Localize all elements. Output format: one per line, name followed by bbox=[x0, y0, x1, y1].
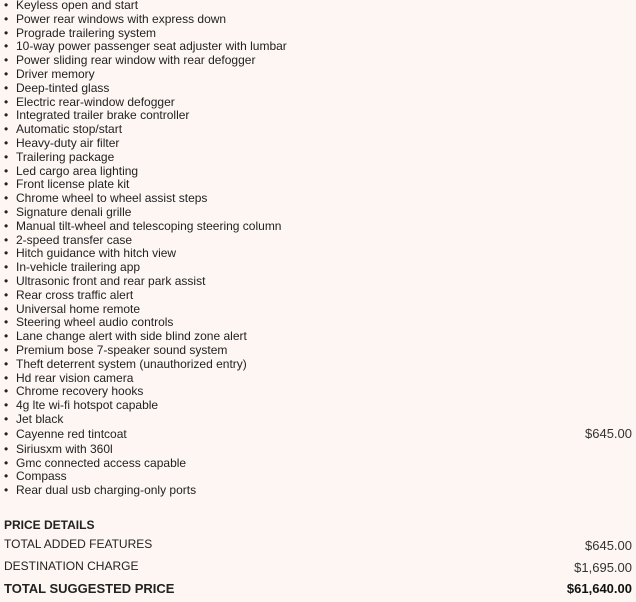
bullet-icon: • bbox=[4, 204, 9, 219]
feature-label: Front license plate kit bbox=[16, 177, 130, 192]
feature-label: Hd rear vision camera bbox=[16, 370, 134, 385]
feature-label: Rear cross traffic alert bbox=[16, 287, 134, 302]
bullet-icon: • bbox=[4, 342, 9, 357]
feature-item bbox=[4, 247, 634, 261]
feature-label: Cayenne red tintcoat bbox=[16, 426, 127, 441]
feature-label: Gmc connected access capable bbox=[16, 455, 187, 470]
bullet-icon: • bbox=[4, 94, 9, 109]
bullet-icon: • bbox=[4, 135, 9, 150]
feature-label: Trailering package bbox=[16, 149, 115, 164]
bullet-icon: • bbox=[4, 66, 9, 81]
feature-item bbox=[4, 413, 634, 427]
feature-item bbox=[4, 457, 634, 471]
bullet-icon: • bbox=[4, 122, 9, 137]
feature-item bbox=[4, 40, 634, 54]
bullet-icon: • bbox=[4, 287, 9, 302]
bullet-icon: • bbox=[4, 232, 9, 247]
bullet-icon: • bbox=[4, 11, 9, 26]
feature-item bbox=[4, 484, 634, 498]
destination-charge-label: DESTINATION CHARGE bbox=[4, 559, 139, 573]
feature-label: Power rear windows with express down bbox=[16, 11, 227, 26]
feature-label: 2-speed transfer case bbox=[16, 232, 133, 247]
feature-label: Prograde trailering system bbox=[16, 25, 157, 40]
feature-label: Premium bose 7-speaker sound system bbox=[16, 342, 228, 357]
feature-item bbox=[4, 399, 634, 413]
total-added-features-row bbox=[4, 533, 632, 555]
feature-price: $645.00 bbox=[585, 425, 632, 441]
feature-label: Jet black bbox=[16, 411, 64, 426]
feature-label: Led cargo area lighting bbox=[16, 163, 139, 178]
feature-label: Signature denali grille bbox=[16, 204, 132, 219]
bullet-icon: • bbox=[4, 273, 9, 288]
feature-item bbox=[4, 358, 634, 372]
feature-label: Chrome wheel to wheel assist steps bbox=[16, 191, 208, 206]
feature-item bbox=[4, 372, 634, 386]
feature-item bbox=[4, 178, 634, 192]
feature-list bbox=[4, 0, 634, 498]
feature-label: Heavy-duty air filter bbox=[16, 135, 120, 150]
feature-label: Automatic stop/start bbox=[16, 122, 123, 137]
destination-charge-row bbox=[4, 555, 632, 577]
feature-label: Steering wheel audio controls bbox=[16, 315, 174, 330]
price-details-section bbox=[4, 517, 632, 601]
feature-item bbox=[4, 344, 634, 358]
feature-label: Rear dual usb charging-only ports bbox=[16, 483, 197, 498]
feature-item bbox=[4, 13, 634, 27]
bullet-icon: • bbox=[4, 218, 9, 233]
price-details-title: PRICE DETAILS bbox=[4, 518, 95, 532]
bullet-icon: • bbox=[4, 469, 9, 484]
feature-item bbox=[4, 330, 634, 344]
feature-label: 4g lte wi-fi hotspot capable bbox=[16, 398, 159, 413]
feature-item bbox=[4, 303, 634, 317]
bullet-icon: • bbox=[4, 426, 9, 441]
feature-item bbox=[4, 27, 634, 41]
total-added-features-label: TOTAL ADDED FEATURES bbox=[4, 537, 153, 551]
bullet-icon: • bbox=[4, 108, 9, 123]
feature-label: Electric rear-window defogger bbox=[16, 94, 175, 109]
bullet-icon: • bbox=[4, 80, 9, 95]
feature-item bbox=[4, 234, 634, 248]
feature-label: Deep-tinted glass bbox=[16, 80, 110, 95]
bullet-icon: • bbox=[4, 329, 9, 344]
feature-label: Integrated trailer brake controller bbox=[16, 108, 190, 123]
feature-label: In-vehicle trailering app bbox=[16, 260, 141, 275]
feature-item bbox=[4, 220, 634, 234]
feature-item bbox=[4, 109, 634, 123]
feature-label: Theft deterrent system (unauthorized entry) bbox=[16, 356, 247, 371]
bullet-icon: • bbox=[4, 441, 9, 456]
bullet-icon: • bbox=[4, 53, 9, 68]
feature-item bbox=[4, 316, 634, 330]
feature-item bbox=[4, 427, 634, 443]
feature-label: Chrome recovery hooks bbox=[16, 384, 144, 399]
feature-item bbox=[4, 275, 634, 289]
feature-item bbox=[4, 82, 634, 96]
feature-item bbox=[4, 165, 634, 179]
feature-item bbox=[4, 151, 634, 165]
feature-label: Manual tilt-wheel and telescoping steering column bbox=[16, 218, 282, 233]
total-suggested-price-label: TOTAL SUGGESTED PRICE bbox=[4, 581, 175, 596]
bullet-icon: • bbox=[4, 39, 9, 54]
feature-item bbox=[4, 123, 634, 137]
bullet-icon: • bbox=[4, 384, 9, 399]
bullet-icon: • bbox=[4, 25, 9, 40]
bullet-icon: • bbox=[4, 149, 9, 164]
bullet-icon: • bbox=[4, 260, 9, 275]
feature-item bbox=[4, 96, 634, 110]
feature-item bbox=[4, 206, 634, 220]
feature-item bbox=[4, 443, 634, 457]
bullet-icon: • bbox=[4, 301, 9, 316]
feature-label: Lane change alert with side blind zone alert bbox=[16, 329, 247, 344]
feature-label: Power sliding rear window with rear defogger bbox=[16, 53, 256, 68]
feature-label: Keyless open and start bbox=[16, 0, 139, 12]
feature-item bbox=[4, 289, 634, 303]
feature-item bbox=[4, 54, 634, 68]
feature-item bbox=[4, 385, 634, 399]
bullet-icon: • bbox=[4, 163, 9, 178]
total-suggested-price-row bbox=[4, 577, 632, 601]
feature-item bbox=[4, 261, 634, 275]
feature-label: Compass bbox=[16, 469, 67, 484]
feature-label: 10-way power passenger seat adjuster with lumbar bbox=[16, 39, 287, 54]
bullet-icon: • bbox=[4, 370, 9, 385]
bullet-icon: • bbox=[4, 0, 9, 12]
feature-label: Ultrasonic front and rear park assist bbox=[16, 273, 206, 288]
feature-item bbox=[4, 192, 634, 206]
feature-label: Hitch guidance with hitch view bbox=[16, 246, 177, 261]
bullet-icon: • bbox=[4, 191, 9, 206]
feature-label: Driver memory bbox=[16, 66, 95, 81]
feature-item bbox=[4, 68, 634, 82]
bullet-icon: • bbox=[4, 177, 9, 192]
bullet-icon: • bbox=[4, 411, 9, 426]
bullet-icon: • bbox=[4, 455, 9, 470]
feature-item bbox=[4, 137, 634, 151]
feature-label: Universal home remote bbox=[16, 301, 141, 316]
total-suggested-price-amount: $61,640.00 bbox=[566, 581, 632, 596]
total-added-features-amount: $645.00 bbox=[585, 538, 632, 553]
feature-item bbox=[4, 470, 634, 484]
bullet-icon: • bbox=[4, 315, 9, 330]
feature-label: Siriusxm with 360l bbox=[16, 441, 113, 456]
bullet-icon: • bbox=[4, 398, 9, 413]
destination-charge-amount: $1,695.00 bbox=[574, 560, 632, 575]
bullet-icon: • bbox=[4, 356, 9, 371]
bullet-icon: • bbox=[4, 246, 9, 261]
bullet-icon: • bbox=[4, 483, 9, 498]
